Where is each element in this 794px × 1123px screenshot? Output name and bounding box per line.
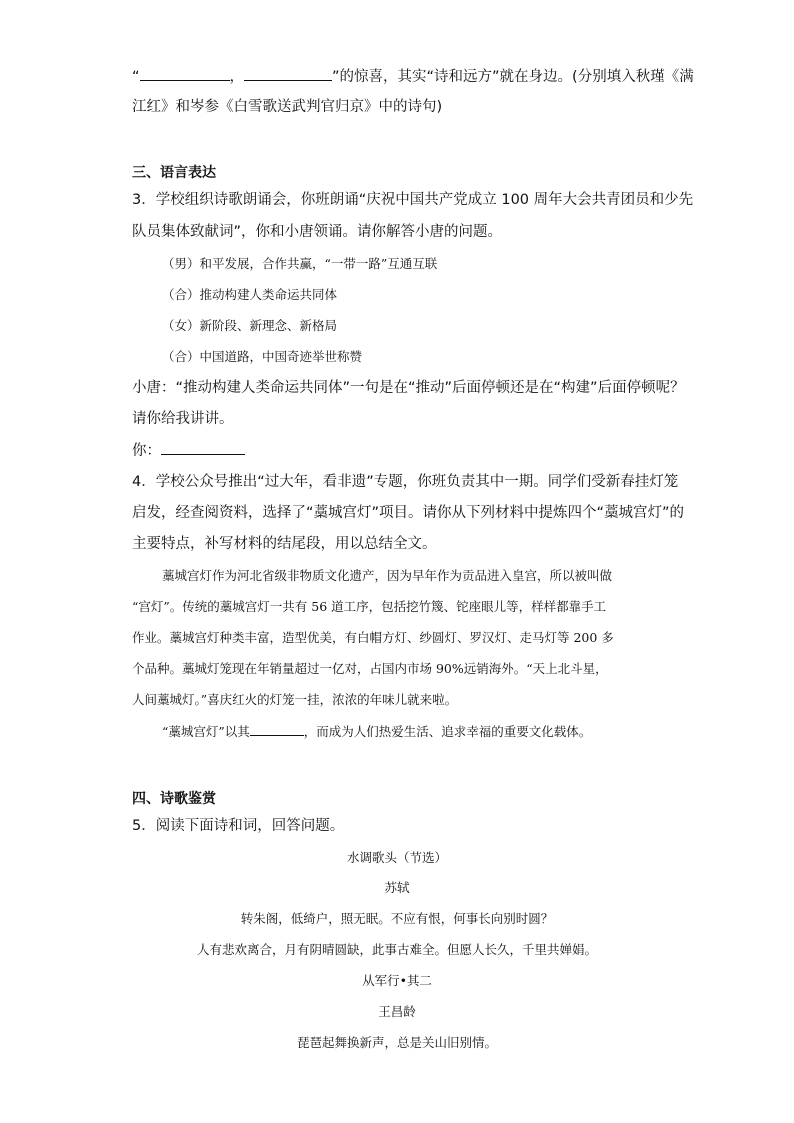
material-line: “宫灯”。传统的藁城宫灯一共有 56 道工序，包括挖竹篾、铊座眼儿等，样样都靠手工 bbox=[132, 599, 607, 614]
poem-1-line: 人有悲欢离合，月有阴晴圆缺，此事古难全。但愿人长久，千里共婵娟。 bbox=[196, 942, 597, 957]
poem-line: （合）推动构建人类命运共同体 bbox=[162, 287, 338, 302]
conclusion-prefix: “藁城宫灯”以其 bbox=[162, 724, 250, 739]
question-4-line-1: 4．学校公众号推出“过大年，看非遗”专题，你班负责其中一期。同学们受新春挂灯笼 bbox=[132, 474, 679, 490]
answer-blank-4[interactable] bbox=[250, 721, 304, 736]
question-5: 5．阅读下面诗和词，回答问题。 bbox=[132, 818, 345, 834]
answer-blank-2[interactable] bbox=[244, 66, 332, 81]
answer-line bbox=[132, 440, 245, 461]
you-label: 你： bbox=[132, 443, 161, 459]
intro-line-1-tail: ”的惊喜，其实“诗和远方”就在身边。(分别填入秋瑾《满 bbox=[332, 69, 694, 85]
material-line: 人间藁城灯。”喜庆红火的灯笼一挂，浓浓的年味儿就来啦。 bbox=[132, 692, 458, 707]
quote-open: “ bbox=[132, 69, 140, 85]
comma: ， bbox=[229, 69, 245, 85]
question-4-line-3: 主要特点，补写材料的结尾段，用以总结全文。 bbox=[132, 536, 437, 552]
conclusion-line bbox=[162, 721, 591, 742]
xiaotang-question-line-1: 小唐：“推动构建人类命运共同体”一句是在“推动”后面停顿还是在“构建”后面停顿呢？ bbox=[132, 380, 685, 396]
question-3-line-1: 3．学校组织诗歌朗诵会，你班朗诵“庆祝中国共产党成立 100 周年大会共青团员和少先 bbox=[132, 192, 694, 208]
conclusion-suffix: ，而成为人们热爱生活、追求幸福的重要文化载体。 bbox=[303, 724, 592, 739]
intro-line-1 bbox=[132, 66, 694, 87]
poem-1-line: 转朱阁，低绮户，照无眠。不应有恨，何事长向别时圆？ bbox=[240, 911, 554, 926]
poem-line: （女）新阶段、新理念、新格局 bbox=[162, 318, 338, 333]
poem-1-title: 水调歌头（节选） bbox=[346, 850, 447, 865]
material-line: 作业。藁城宫灯种类丰富，造型优美，有白帽方灯、纱圆灯、罗汉灯、走马灯等 200 多 bbox=[132, 630, 614, 645]
poem-2-line: 琵琶起舞换新声，总是关山旧别情。 bbox=[296, 1035, 497, 1050]
poem-line: （合）中国道路，中国奇迹举世称赞 bbox=[162, 349, 363, 364]
poem-2-author: 王昌龄 bbox=[378, 1004, 416, 1019]
question-3-line-2: 队员集体致献词”，你和小唐领诵。请你解答小唐的问题。 bbox=[132, 224, 503, 240]
poem-1-author: 苏轼 bbox=[384, 880, 410, 895]
question-4-line-2: 启发，经查阅资料，选择了“藁城宫灯”项目。请你从下列材料中提炼四个“藁城宫灯”的 bbox=[132, 505, 685, 521]
intro-line-2: 江红》和岑参《白雪歌送武判官归京》中的诗句) bbox=[132, 99, 443, 115]
section-4-heading: 四、诗歌鉴赏 bbox=[132, 791, 216, 807]
poem-line: （男）和平发展，合作共赢，“一带一路”互通互联 bbox=[162, 256, 438, 271]
material-line: 个品种。藁城灯笼现在年销量超过一亿对，占国内市场 90%远销海外。“天上北斗星， bbox=[132, 661, 608, 676]
answer-blank-1[interactable] bbox=[140, 66, 230, 81]
poem-2-title: 从军行•其二 bbox=[362, 973, 432, 988]
xiaotang-question-line-2: 请你给我讲讲。 bbox=[132, 411, 234, 427]
material-line: 藁城宫灯作为河北省级非物质文化遗产，因为早年作为贡品进入皇宫，所以被叫做 bbox=[162, 568, 613, 583]
section-3-heading: 三、语言表达 bbox=[132, 165, 216, 181]
answer-blank-3[interactable] bbox=[161, 440, 245, 455]
